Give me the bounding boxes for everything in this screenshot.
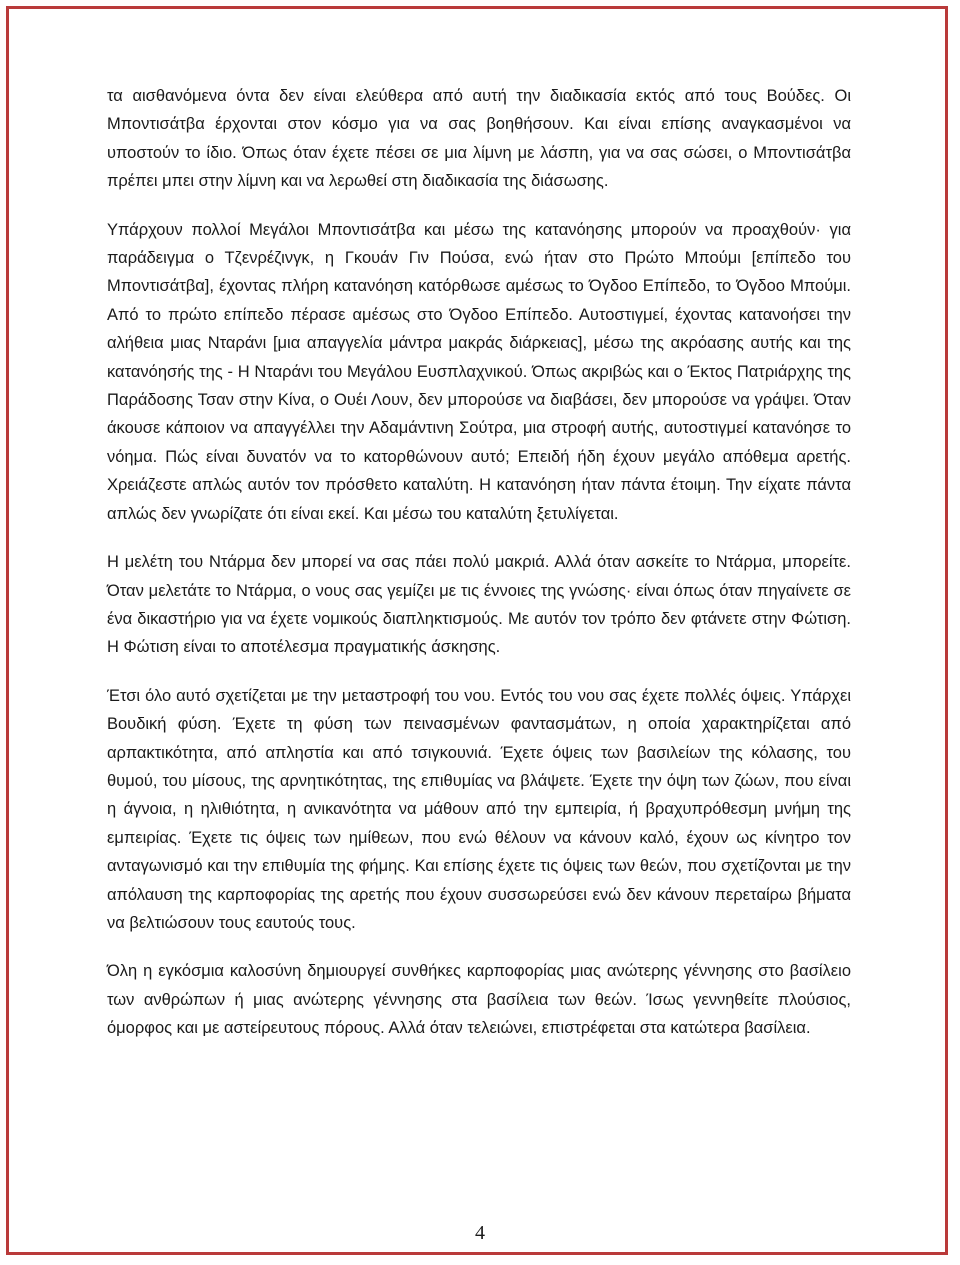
- document-body: [107, 82, 851, 1063]
- paragraph-5: Όλη η εγκόσμια καλοσύνη δημιουργεί συνθήκες καρποφορίας μιας ανώτερης γέννησης στο βασίλειο των ανθρώπων ή μιας ανώτερης γέννησης στα βασίλεια των θεών. Ίσως γεννηθείτε πλούσιος, όμορφος και με αστείρευτους πόρους. Αλλά όταν τελειώνει, επιστρέφεται στα κατώτερα βασίλεια.: [107, 962, 851, 1038]
- paragraph-4: Έτσι όλο αυτό σχετίζεται με την μεταστροφή του νου. Εντός του νου σας έχετε πολλές όψεις. Υπάρχει Βουδική φύση. Έχετε τη φύση των πεινασμένων φαντασμάτων, η οποία χαρακτηρίζεται από αρπακτικότητα, από απληστία και από τσιγκουνιά. Έχετε όψεις των βασιλείων της κόλασης, του θυμού, του μίσους, της αρνητικότητας, της επιθυμίας να βλάψετε. Έχετε την όψη των ζώων, που είναι η άγνοια, η ηλιθιότητα, η ανικανότητα να μάθουν από την εμπειρία, ή βραχυπρόθεσμη μνήμη της εμπειρίας. Έχετε τις όψεις των ημίθεων, που ενώ θέλουν να κάνουν καλό, έχουν ως κίνητρο τον ανταγωνισμό και την επιθυμία της φήμης. Και επίσης έχετε τις όψεις των θεών, που σχετίζονται με την απόλαυση της καρποφορίας της αρετής που έχουν συσσωρεύσει ενώ δεν κάνουν περεταίρω βήματα να βελτιώσουν τους εαυτούς τους.: [107, 686, 851, 932]
- paragraph-1: τα αισθανόμενα όντα δεν είναι ελεύθερα από αυτή την διαδικασία εκτός από τους Βούδες. Οι Μποντισάτβα έρχονται στον κόσμο για να σας βοηθήσουν. Και είναι επίσης αναγκασμένοι να υποστούν το ίδιο. Όπως όταν έχετε πέσει σε μια λίμνη με λάσπη, για να σας σώσει, ο Μποντισάτβα πρέπει μπει στην λίμνη και να λερωθεί στη διαδικασία της διάσωσης.: [107, 87, 851, 191]
- paragraph-2: Υπάρχουν πολλοί Μεγάλοι Μποντισάτβα και μέσω της κατανόησης μπορούν να προαχθούν· για παράδειγμα ο Τζενρέζινγκ, η Γκουάν Γιν Πούσα, ενώ ήταν στο Πρώτο Μπούμι [επίπεδο του Μποντισάτβα], έχοντας πλήρη κατανόηση κατόρθωσε αμέσως το Όγδοο Επίπεδο, το Όγδοο Μπούμι. Από το πρώτο επίπεδο πέρασε αμέσως στο Όγδοο Επίπεδο. Αυτοστιγμεί, έχοντας κατανοήσει την αλήθεια μιας Νταράνι [μια απαγγελία μάντρα μακράς διάρκειας], μέσω της ακρόασης αυτής και της κατανόησής της - Η Νταράνι του Μεγάλου Ευσπλαχνικού. Όπως ακριβώς και ο Έκτος Πατριάρχης της Παράδοσης Τσαν στην Κίνα, ο Ουέι Λουν, δεν μπορούσε να διαβάσει, δεν μπορούσε να γράψει. Όταν άκουσε κάποιον να απαγγέλλει την Αδαμάντινη Σούτρα, μια στροφή αυτής, αυτοστιγμεί κατανόησε το νόημα. Πώς είναι δυνατόν να το κατορθώνουν αυτό; Επειδή ήδη έχουν μεγάλο απόθεμα αρετής. Χρειάζεστε απλώς αυτόν τον πρόσθετο καταλύτη. Η κατανόηση ήταν πάντα έτοιμη. Την είχατε πάντα απλώς δεν γνωρίζατε ότι είναι εκεί. Και μέσω του καταλύτη ξετυλίγεται.: [107, 220, 851, 523]
- page-number: 4: [475, 1222, 485, 1244]
- paragraph-3: Η μελέτη του Ντάρμα δεν μπορεί να σας πάει πολύ μακριά. Αλλά όταν ασκείτε το Ντάρμα, μπορείτε. Όταν μελετάτε το Ντάρμα, ο νους σας γεμίζει με τις έννοιες της γνώσης· είναι όπως όταν πηγαίνετε σε ένα δικαστήριο για να έχετε νομικούς διαπληκτισμούς. Με αυτόν τον τρόπο δεν φτάνετε στην Φώτιση. Η Φώτιση είναι το αποτέλεσμα πραγματικής άσκησης.: [107, 553, 851, 657]
